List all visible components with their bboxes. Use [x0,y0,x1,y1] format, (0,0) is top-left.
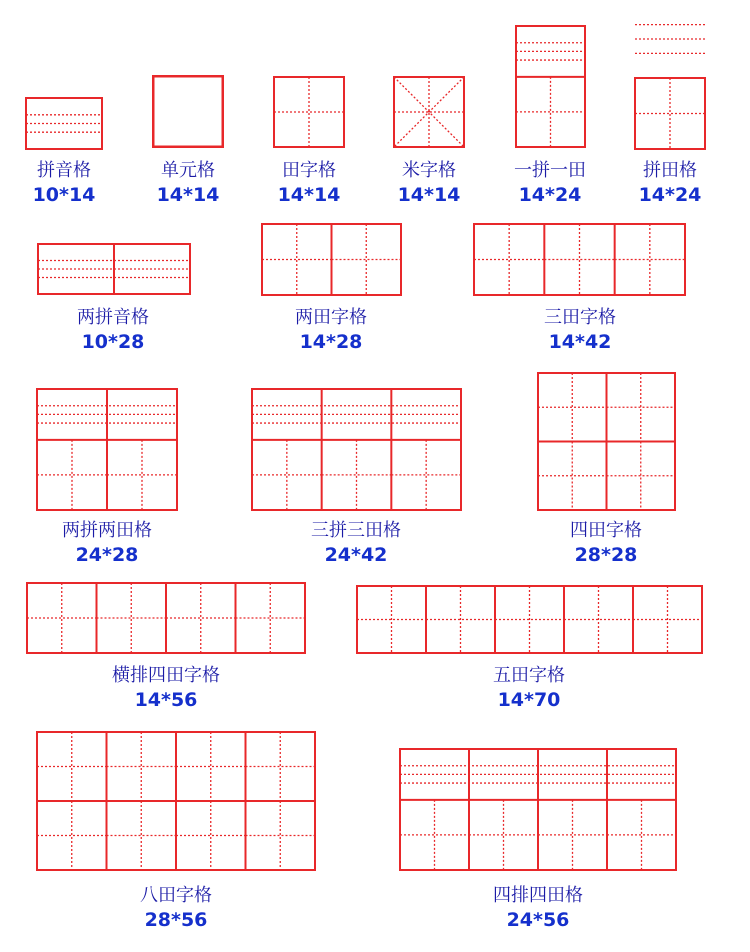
grid-diagram [25,97,103,150]
grid-diagram [356,585,703,654]
grid-diagram [515,25,586,148]
grid-name-label: 拼田格 [643,160,697,181]
grid-name-label: 单元格 [161,160,215,181]
grid-diagram [399,748,677,871]
grid-name-label: 三田字格 [544,307,616,328]
grid-size-label: 14*14 [277,184,341,206]
grid-size-label: 24*42 [324,544,388,566]
grid-size-label: 28*56 [144,909,208,931]
grid-diagram [251,388,462,511]
grid-diagram [537,372,676,511]
grid-diagram [634,20,706,150]
grid-name-label: 两拼音格 [77,307,149,328]
grid-size-label: 28*28 [574,544,638,566]
grid-size-label: 14*24 [518,184,582,206]
grid-size-label: 10*14 [32,184,96,206]
grid-name-label: 五田字格 [493,665,565,686]
grid-name-label: 拼音格 [37,160,91,181]
grid-diagram [26,582,306,654]
grid-name-label: 两田字格 [295,307,367,328]
grid-name-label: 八田字格 [140,885,212,906]
grid-diagram [473,223,686,296]
grid-size-label: 14*28 [299,331,363,353]
grid-size-label: 24*28 [75,544,139,566]
cell-border [153,76,223,147]
grid-name-label: 一拼一田 [514,160,586,181]
grid-diagram [36,731,316,871]
grid-name-label: 米字格 [402,160,456,181]
grid-size-label: 14*56 [134,689,198,711]
grid-diagram [152,75,224,148]
grid-name-label: 横排四田字格 [112,665,220,686]
grid-diagram [261,223,402,296]
grid-border [274,77,344,147]
grid-size-label: 10*28 [81,331,145,353]
grid-size-label: 14*70 [497,689,561,711]
grid-name-label: 四田字格 [570,520,642,541]
grid-size-label: 14*14 [156,184,220,206]
grid-diagram [36,388,178,511]
grid-size-label: 24*56 [506,909,570,931]
grid-diagram [273,76,345,148]
grid-name-label: 三拼三田格 [311,520,401,541]
grid-size-label: 14*24 [638,184,702,206]
grid-diagram [393,76,465,148]
grid-name-label: 四排四田格 [493,885,583,906]
grid-size-label: 14*42 [548,331,612,353]
grid-size-label: 14*14 [397,184,461,206]
grid-diagram [37,243,191,295]
grid-name-label: 田字格 [282,160,336,181]
grid-name-label: 两拼两田格 [62,520,152,541]
